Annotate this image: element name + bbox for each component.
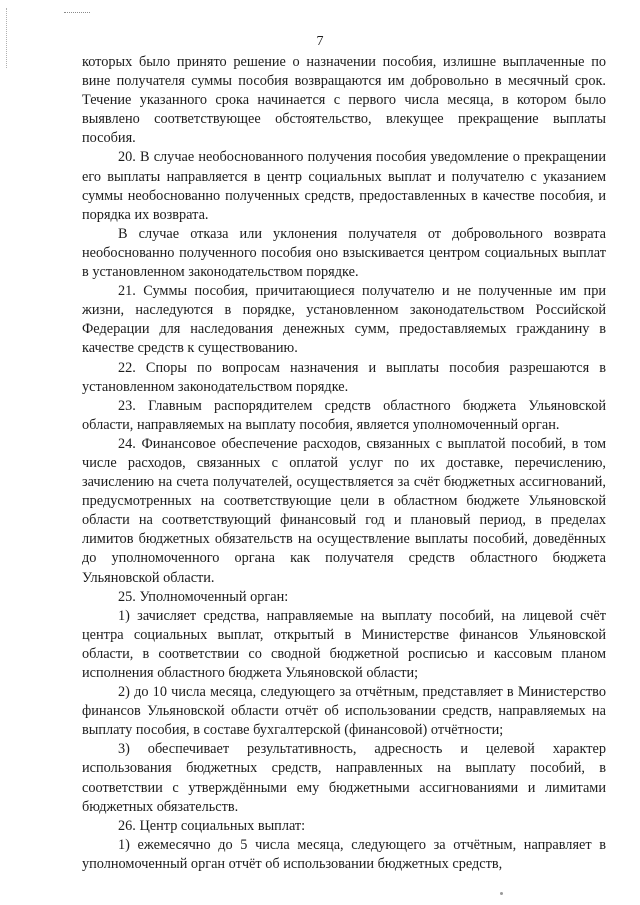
paragraph-21: 21. Суммы пособия, причитающиеся получателю и не полученные им при жизни, наследуются в порядке, установленном законодательством Российской Федерации для наследования денежных сумм, предоставляемых гражданину в качестве средств к существованию.: [82, 283, 606, 357]
paragraph-continuation: которых было принято решение о назначении пособия, излишне выплаченные по вине получателя суммы пособия возвращаются им добровольно в месячный срок. Течение указанного срока начинается с первого числа месяца, в котором было выявлено соответствующее обстоятельство, влекущее прекращение выплаты пособия.: [82, 54, 606, 147]
paragraph-22: 22. Споры по вопросам назначения и выплаты пособия разрешаются в установленном законодательством порядке.: [82, 359, 606, 395]
paragraph-23: 23. Главным распорядителем средств областного бюджета Ульяновской области, направляемых на выплату пособия, является уполномоченный орган.: [82, 397, 606, 433]
paragraph-25: 25. Уполномоченный орган:: [118, 588, 289, 605]
paragraph-24: 24. Финансовое обеспечение расходов, связанных с выплатой пособий, в том числе расходов, связанных с оплатой услуг по их доставке, перечислению, зачислению на счета получателей, осуществляется за счёт бюджетных ассигнований, предусмотренных на соответствующие цели в областном бюджете Ульяновской области на соответствующий финансовый год и плановый период, в пределах лимитов бюджетных обязательств на осуществление выплаты пособий, доведённых до уполномоченного органа как получателя средств областного бюджета Ульяновской области.: [82, 435, 606, 586]
page-number: 7: [316, 34, 324, 49]
paragraph-20: 20. В случае необоснованного получения пособия уведомление о прекращении его выплаты направляется в центр социальных выплат и получателю с указанием суммы необоснованно полученных средств, предоставленных в качестве пособия, и порядка их возврата.: [82, 149, 606, 223]
document-body: [82, 53, 606, 874]
paragraph-26: 26. Центр социальных выплат:: [118, 817, 306, 834]
scan-artifact-top: [64, 12, 90, 13]
paragraph-25-item-2: 2) до 10 числа месяца, следующего за отчётным, представляет в Министерство финансов Ульяновской области отчёт об использовании средств, направляемых на выплату пособия, в составе бухгалтерской (финансовой) отчётности;: [82, 684, 606, 739]
paragraph-20-refusal: В случае отказа или уклонения получателя от добровольного возврата необоснованно полученного пособия оно взыскивается центром социальных выплат в установленном законодательством порядке.: [82, 225, 606, 281]
paragraph-25-item-3: 3) обеспечивает результативность, адресность и целевой характер использования бюджетных средств, направленных на выплату пособий, в соответствии с утверждёнными ему бюджетными ассигнованиями и лимитами бюджетных обязательств.: [82, 741, 606, 815]
paragraph-26-item-1: 1) ежемесячно до 5 числа месяца, следующего за отчётным, направляет в уполномоченный орган отчёт об использовании бюджетных средств,: [82, 836, 606, 872]
scan-artifact-bottom: [500, 892, 503, 895]
paragraph-25-item-1: 1) зачисляет средства, направляемые на выплату пособий, на лицевой счёт центра социальных выплат, открытый в Министерстве финансов Ульяновской области, в соответствии со сводной бюджетной росписью и кассовым планом исполнения областного бюджета Ульяновской области;: [82, 607, 606, 681]
